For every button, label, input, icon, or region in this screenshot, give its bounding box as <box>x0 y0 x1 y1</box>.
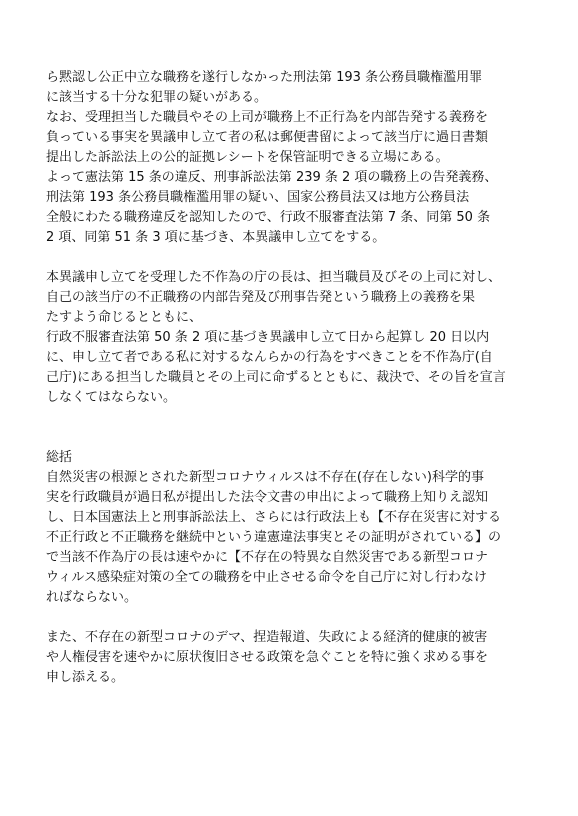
text-line: また、不存在の新型コロナのデマ、捏造報道、失政による経済的健康的被害 <box>46 630 488 645</box>
text-line: なお、受理担当した職員やその上司が職務上不正行為を内部告発する義務を <box>46 110 489 125</box>
text-line: 本異議申し立てを受理した不作為の庁の長は、担当職員及びその上司に対し、 <box>46 270 502 285</box>
text-line: 提出した訴訟法上の公的証拠レシートを保管証明できる立場にある。 <box>46 150 449 165</box>
text-line: で当該不作為庁の長は速やかに【不存在の特異な自然災害である新型コロナ <box>46 550 489 565</box>
text-line: や人権侵害を速やかに原状復旧させる政策を急ぐことを特に強く求める事を <box>46 650 489 665</box>
paragraph-addendum <box>46 628 546 688</box>
paragraph-agency-obligations <box>46 268 546 408</box>
text-line: 己庁)にある担当した職員とその上司に命ずるとともに、裁決で、その旨を宣言 <box>46 370 506 385</box>
text-line: ウィルス感染症対策の全ての職務を中止させる命令を自己庁に対し行わなけ <box>46 570 487 585</box>
text-line: 負っている事実を異議申し立て者の私は郵便書留によって該当庁に過日書類 <box>46 130 489 145</box>
text-line: 自己の該当庁の不正職務の内部告発及び刑事告発という職務上の義務を果 <box>46 290 476 305</box>
document-body <box>46 68 546 688</box>
paragraph-spacer <box>46 248 546 268</box>
text-line: よって憲法第 15 条の違反、刑事訴訟法第 239 条 2 項の職務上の告発義務、 <box>46 170 498 185</box>
text-line: たすよう命じるとともに、 <box>46 310 203 325</box>
paragraph-spacer <box>46 608 546 628</box>
text-line: ら黙認し公正中立な職務を遂行しなかった刑法第 193 条公務員職権濫用罪 <box>46 70 483 85</box>
text-line: 全般にわたる職務違反を認知したので、行政不服審査法第 7 条、同第 50 条 <box>46 210 491 225</box>
text-line: 2 項、同第 51 条 3 項に基づき、本異議申し立てをする。 <box>46 230 386 245</box>
text-line: に該当する十分な犯罪の疑いがある。 <box>46 90 268 105</box>
text-line: 自然災害の根源とされた新型コロナウィルスは不存在(存在しない)科学的事 <box>46 470 484 485</box>
text-line: し、日本国憲法上と刑事訴訟法上、さらには行政法上も【不存在災害に対する <box>46 510 502 525</box>
text-line: 不正行政と不正職務を継続中という違憲違法事実とその証明がされている】の <box>46 530 502 545</box>
text-line: 実を行政職員が過日私が提出した法令文書の申出によって職務上知りえ認知 <box>46 490 489 505</box>
section-spacer <box>46 408 546 448</box>
text-line: 行政不服審査法第 50 条 2 項に基づき異議申し立て日から起算し 20 日以内 <box>46 330 490 345</box>
summary-heading: 総括 <box>46 450 73 465</box>
text-line: ればならない。 <box>46 590 138 605</box>
text-line: しなくてはならない。 <box>46 390 177 405</box>
paragraph-violation-findings <box>46 68 546 248</box>
text-line: 申し添える。 <box>46 670 125 685</box>
text-line: 刑法第 193 条公務員職権濫用罪の疑い、国家公務員法又は地方公務員法 <box>46 190 470 205</box>
text-line: に、申し立て者である私に対するなんらかの行為をすべきことを不作為庁(自 <box>46 350 493 365</box>
paragraph-summary <box>46 468 546 608</box>
